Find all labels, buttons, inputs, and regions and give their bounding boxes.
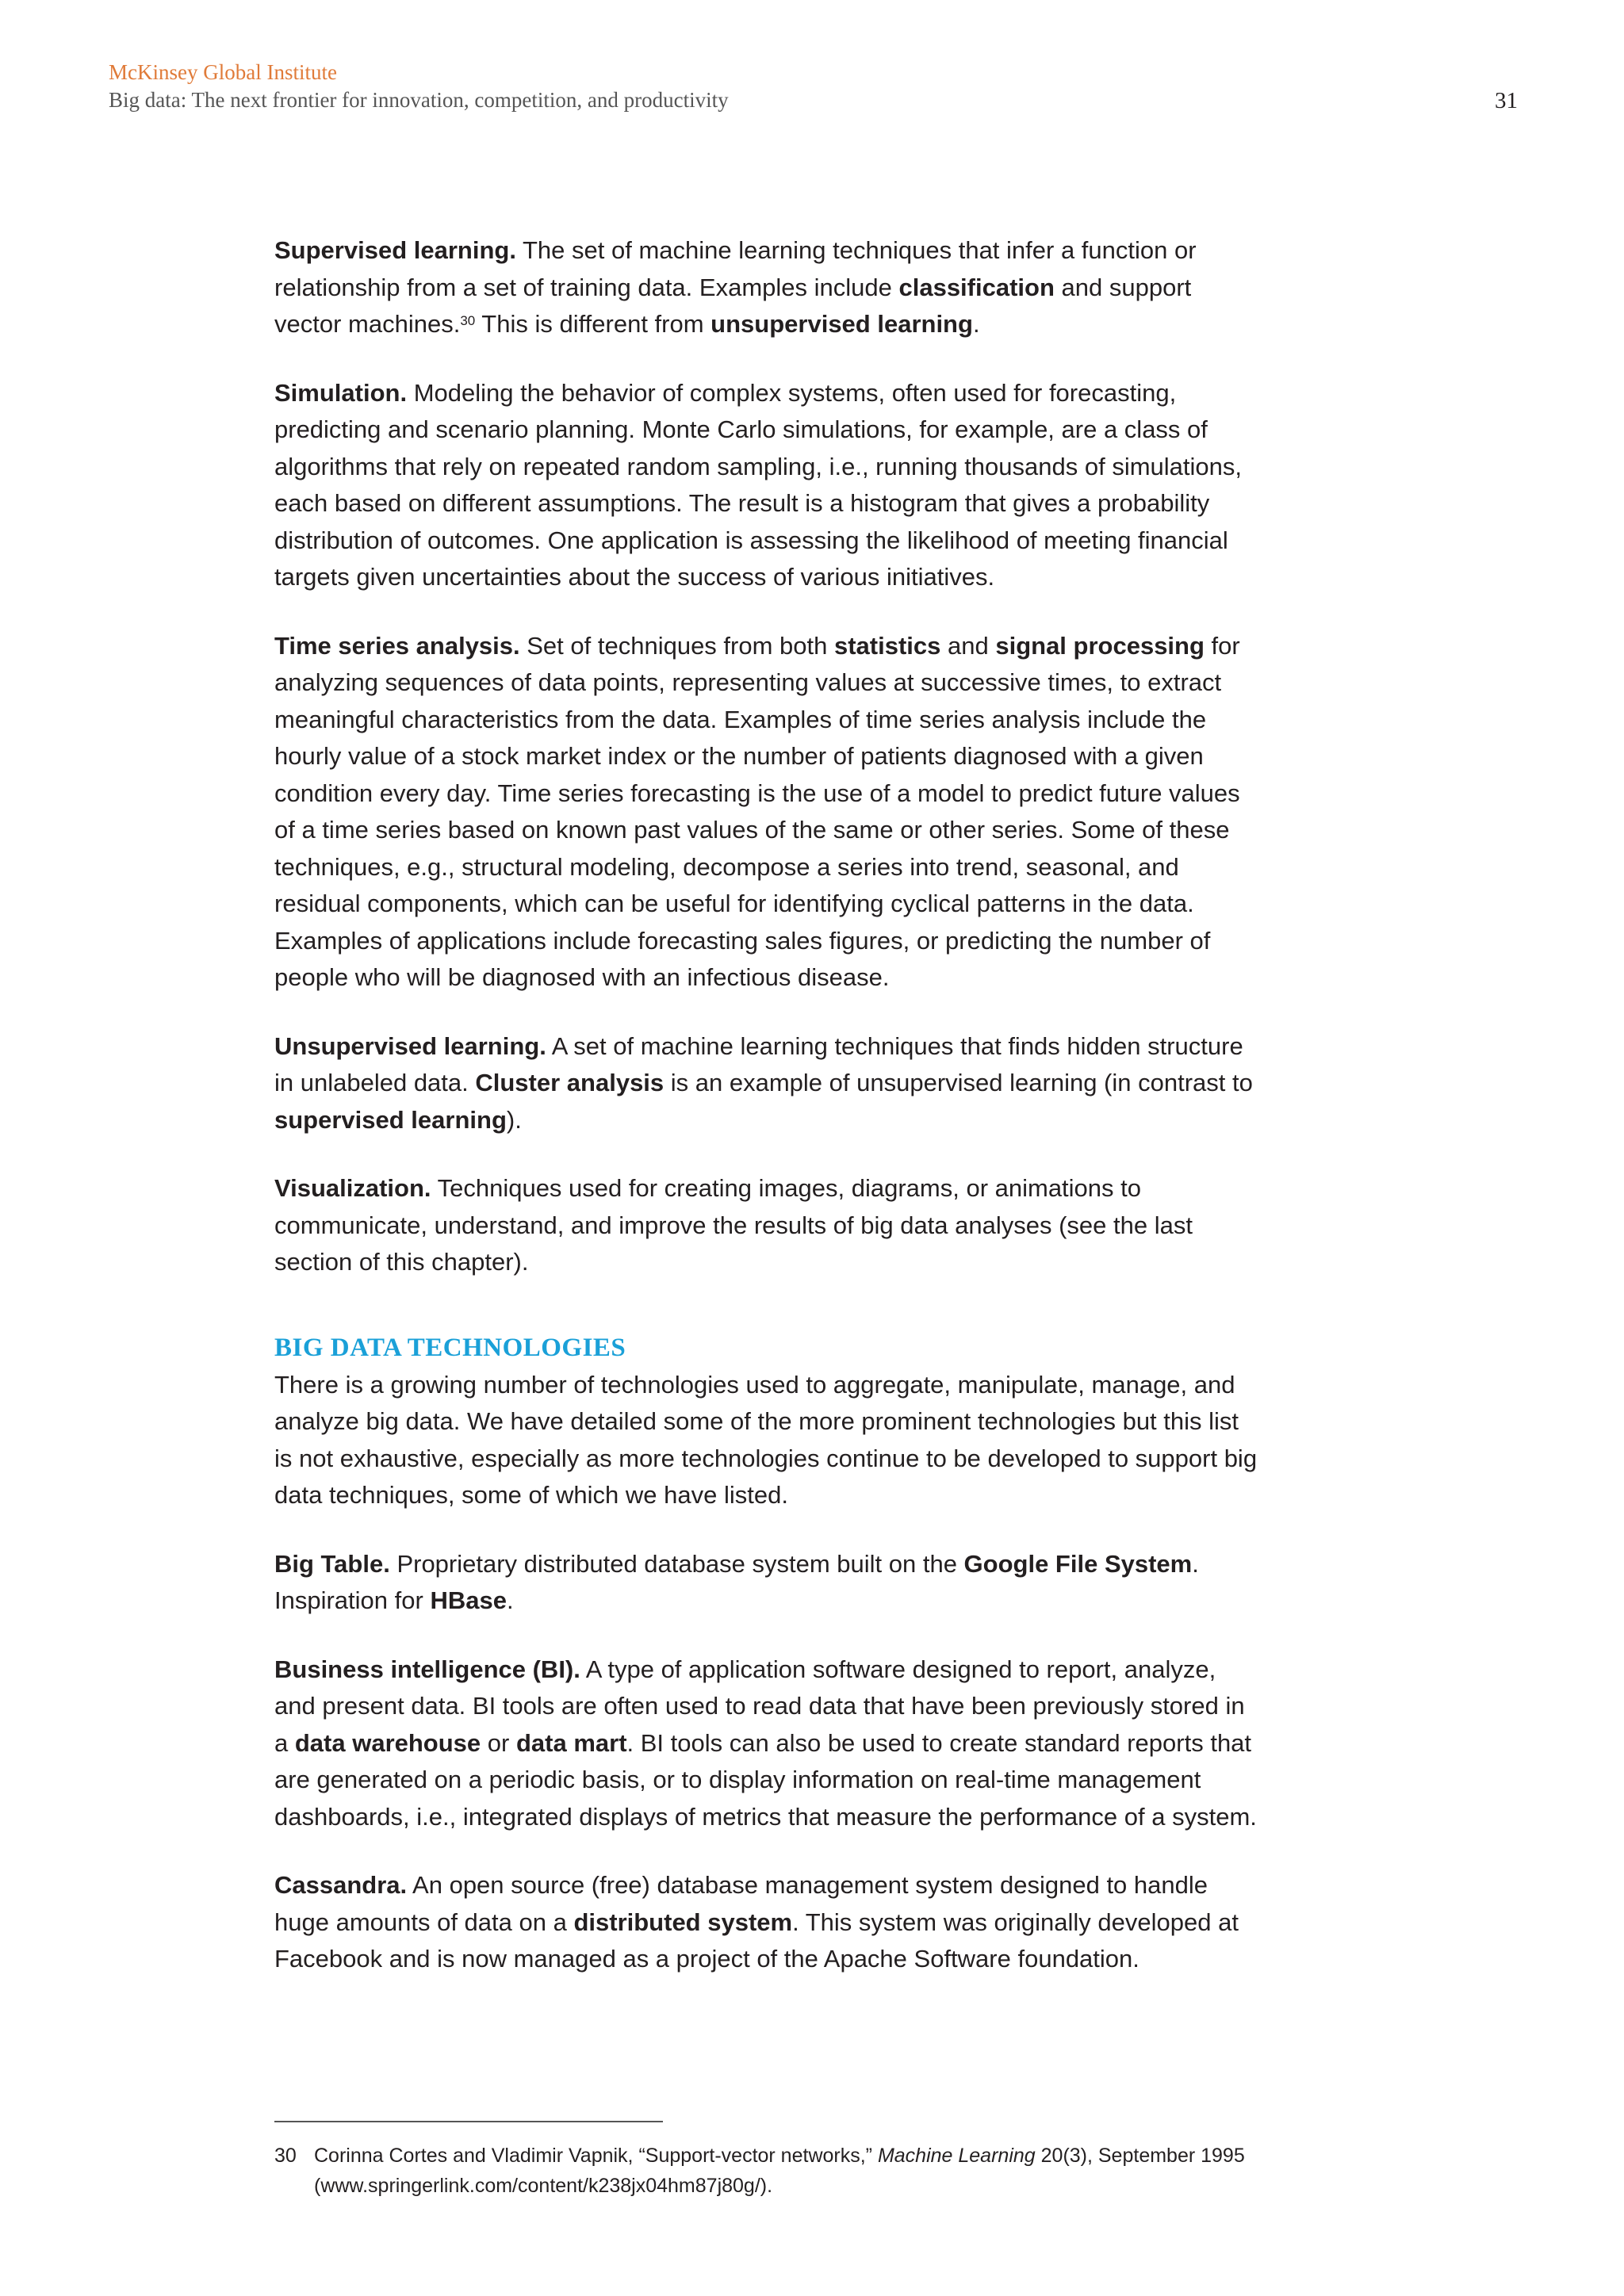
- footnote: [274, 2141, 1258, 2201]
- cross-reference: supervised learning: [274, 1105, 507, 1134]
- entry-term: Supervised learning.: [274, 236, 516, 264]
- footnote-marker: 30: [460, 313, 476, 328]
- entry-big-table: [274, 1546, 1258, 1620]
- cross-reference: data mart: [515, 1728, 627, 1757]
- entry-text: Set of techniques from both: [519, 631, 834, 660]
- section-intro: There is a growing number of technologies used to aggregate, manipulate, manage, and analyze big data. We have detailed some of the more prominent technologies but this list is not exhaustive, especially as more technologies continue to be developed to support big data techniques, some of which we have listed.: [274, 1370, 1258, 1509]
- footnote-text-part: 20(3), September 1995 (www.springerlink.com/content/k238jx04hm87j80g/).: [314, 2145, 1245, 2197]
- cross-reference: Google File System: [963, 1549, 1193, 1578]
- entry-text: or: [481, 1728, 516, 1757]
- entry-simulation: [274, 375, 1258, 596]
- entry-supervised-learning: [274, 232, 1258, 343]
- entry-term: Visualization.: [274, 1174, 431, 1202]
- cross-reference: HBase: [430, 1586, 507, 1614]
- cross-reference: statistics: [833, 631, 941, 660]
- entry-text: . This system was originally developed at Facebook and is now managed as a project of the Apache Software foundation.: [274, 1908, 1239, 1973]
- entry-text: . Inspiration for: [274, 1549, 1199, 1614]
- footnote-text-part: Corinna Cortes and Vladimir Vapnik, “Support-vector networks,”: [314, 2145, 878, 2167]
- page-number: 31: [1495, 88, 1518, 113]
- entry-text: Proprietary distributed database system built on the: [389, 1549, 964, 1578]
- entry-term: Unsupervised learning.: [274, 1031, 546, 1060]
- entry-text: This is different from: [475, 310, 711, 338]
- cross-reference: unsupervised learning: [710, 310, 973, 338]
- entry-text: Techniques used for creating images, diagrams, or animations to communicate, understand, and improve the results of big data analyses (see the last section of this chapter).: [274, 1174, 1193, 1276]
- page-body: [274, 232, 1258, 2010]
- entry-text: and: [940, 631, 996, 660]
- entry-text: A set of machine learning techniques that finds hidden structure in unlabeled data.: [274, 1031, 1243, 1096]
- footnote-number: 30: [274, 2145, 297, 2167]
- cross-reference: classification: [898, 273, 1055, 301]
- entry-text: is an example of unsupervised learning (in contrast to: [664, 1069, 1253, 1096]
- section-heading: BIG DATA TECHNOLOGIES: [274, 1333, 626, 1362]
- report-title: Big data: The next frontier for innovation, competition, and productivity: [109, 88, 729, 112]
- cross-reference: Cluster analysis: [475, 1069, 665, 1096]
- entry-unsupervised-learning: [274, 1028, 1258, 1139]
- entry-term: Time series analysis.: [274, 631, 520, 660]
- entry-text: .: [506, 1586, 514, 1614]
- entry-text: ).: [506, 1105, 522, 1134]
- footnote-divider: [274, 2121, 663, 2122]
- entry-text: A type of application software designed to report, analyze, and present data. BI tools are often used to read data that have been previously stored in a: [274, 1655, 1245, 1757]
- entry-text: and support vector machines.: [274, 273, 1192, 338]
- entry-text: .: [972, 310, 980, 338]
- entry-business-intelligence: [274, 1651, 1258, 1836]
- entry-term: Business intelligence (BI).: [274, 1655, 580, 1683]
- entry-text: An open source (free) database management system designed to handle huge amounts of data on a: [274, 1871, 1208, 1936]
- entry-term: Cassandra.: [274, 1871, 408, 1899]
- entry-term: Simulation.: [274, 378, 408, 407]
- publisher-name: McKinsey Global Institute: [109, 60, 337, 84]
- entry-text: The set of machine learning techniques that infer a function or relationship from a set of training data. Examples include: [274, 236, 1197, 301]
- cross-reference: distributed system: [573, 1908, 793, 1936]
- entry-text: for analyzing sequences of data points, representing values at successive times, to extract meaningful characteristics from the data. Examples of time series analysis include the hourly value of a stock market index or the number of patients diagnosed with a given condition every day. Time series forecasting is the use of a model to predict future values of a time series based on known past values of the same or other series. Some of these techniques, e.g., structural modeling, decompose a series into trend, seasonal, and residual components, which can be useful for identifying cyclical patterns in the data. Examples of applications include forecasting sales figures, or predicting the number of people who will be diagnosed with an infectious disease.: [274, 631, 1240, 991]
- cross-reference: data warehouse: [294, 1728, 481, 1757]
- entry-cassandra: [274, 1867, 1258, 1978]
- footnote-text: [314, 2141, 1258, 2201]
- entry-text: Modeling the behavior of complex systems, often used for forecasting, predicting and scenario planning. Monte Carlo simulations, for example, are a class of algorithms that rely on repeated random sampling, i.e., running thousands of simulations, each based on different assumptions. The result is a histogram that gives a probability distribution of outcomes. One application is assessing the likelihood of meeting financial targets given uncertainties about the success of various initiatives.: [274, 378, 1243, 591]
- entry-visualization: [274, 1170, 1258, 1281]
- cross-reference: signal processing: [995, 631, 1205, 660]
- entry-text: . BI tools can also be used to create standard reports that are generated on a periodic basis, or to display information on real-time management dashboards, i.e., integrated displays of metrics that measure the performance of a system.: [274, 1728, 1257, 1831]
- footnote-journal: Machine Learning: [877, 2145, 1036, 2167]
- entry-time-series-analysis: [274, 628, 1258, 997]
- entry-term: Big Table.: [274, 1549, 390, 1578]
